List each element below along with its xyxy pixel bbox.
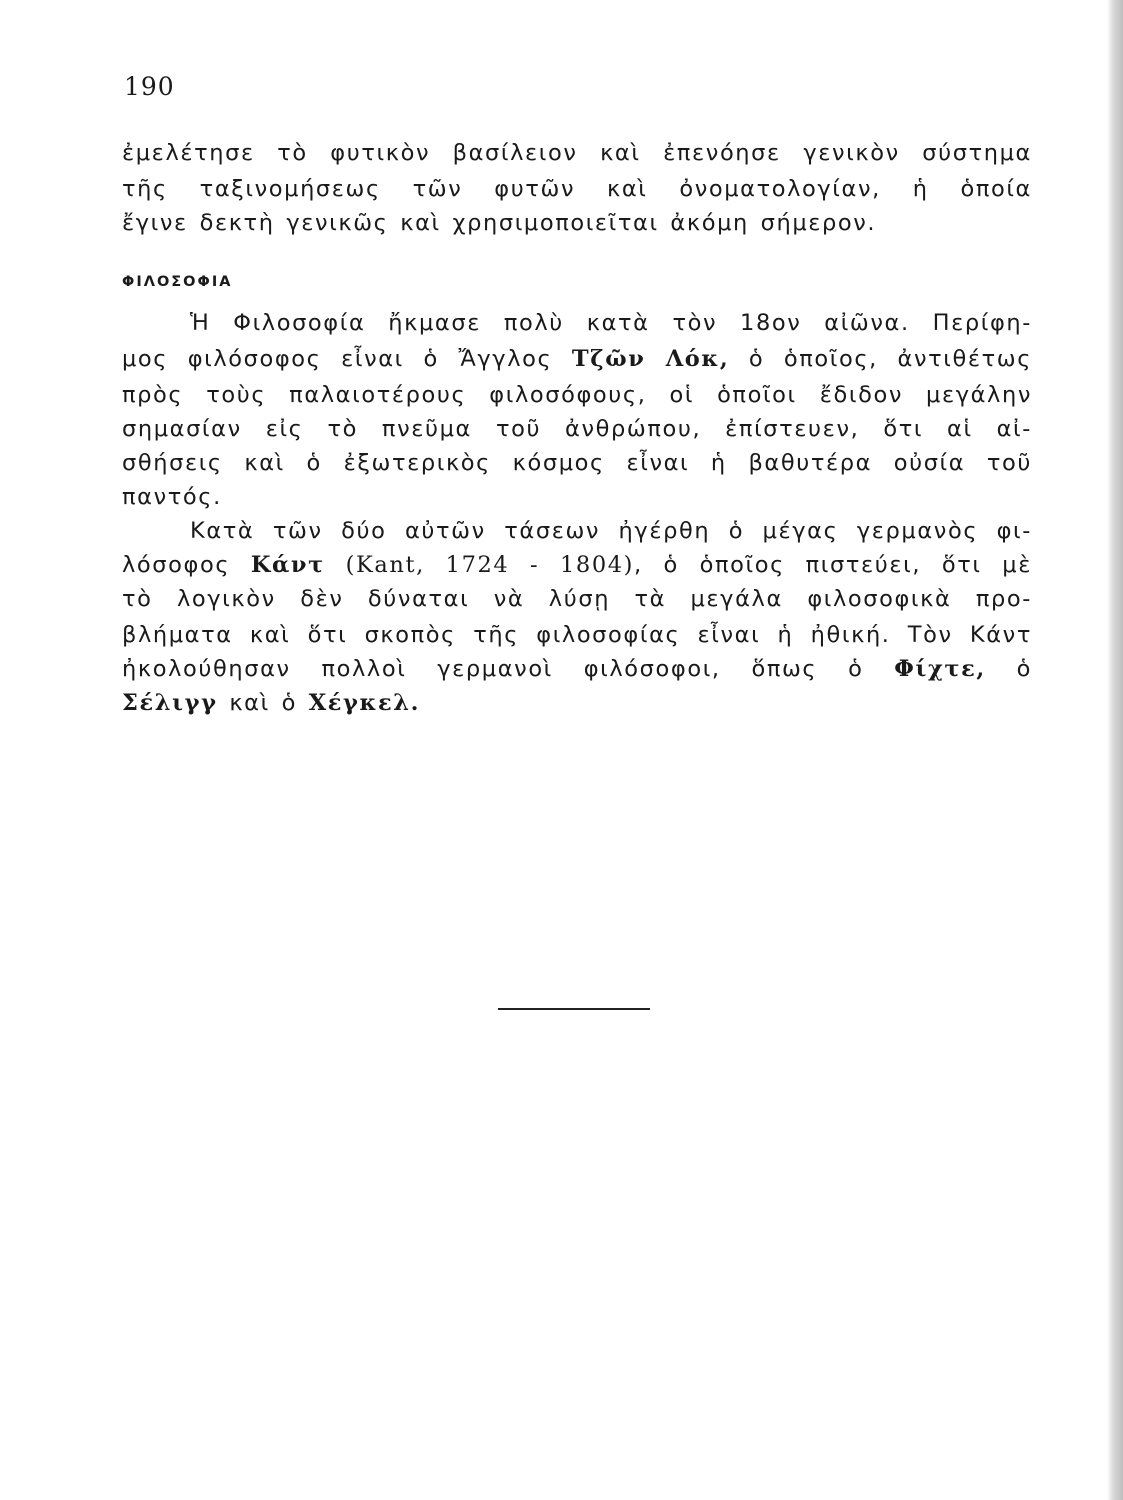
page-number: 190 — [124, 72, 175, 101]
p2-line-2 — [122, 548, 1032, 582]
p1-line-6: παντός. — [122, 484, 222, 510]
intro-line-1: ἐμελέτησε τὸ φυτικὸν βασίλειον καὶ ἐπενόησε γενικὸν σύστημα — [122, 140, 1032, 166]
p1-line-1: Ἡ Φιλοσοφία ἤκμασε πολὺ κατὰ τὸν 18ον αἰῶνα. Περίφη- — [190, 310, 1032, 336]
p2-line-5-text-b: ὁ — [985, 656, 1033, 682]
p2-line-6-text-mid: καὶ ὁ — [217, 690, 309, 716]
p2-line-3: τὸ λογικὸν δὲν δύναται νὰ λύσῃ τὰ μεγάλα φιλοσοφικὰ προ- — [122, 586, 1032, 612]
p1-line-2-text-a: μος φιλόσοφος εἶναι ὁ Ἄγγλος — [122, 346, 572, 372]
p1-line-2-text-b: ὁ ὁποῖος, ἀντιθέτως — [729, 346, 1033, 372]
page-edge-shadow — [1107, 0, 1123, 1500]
name-hegel: Χέγκελ. — [308, 690, 421, 716]
name-fichte: Φίχτε, — [894, 656, 986, 682]
intro-line-2: τῆς ταξινομήσεως τῶν φυτῶν καὶ ὀνοματολογίαν, ἡ ὁποία — [122, 176, 1032, 202]
p2-line-2-text-a: λόσοφος — [122, 552, 251, 578]
name-schelling: Σέλιγγ — [122, 690, 218, 716]
p1-line-5: σθήσεις καὶ ὁ ἐξωτερικὸς κόσμος εἶναι ἡ βαθυτέρα οὐσία τοῦ — [122, 450, 1032, 476]
section-divider-rule — [498, 1008, 650, 1010]
p2-line-5 — [122, 652, 1032, 686]
name-kant: Κάντ — [250, 552, 325, 578]
intro-line-3: ἔγινε δεκτὴ γενικῶς καὶ χρησιμοποιεῖται ἀκόμη σήμερον. — [122, 210, 877, 236]
p2-line-2-text-b: , ὁ ὁποῖος πιστεύει, ὅτι μὲ — [634, 552, 1032, 578]
p2-line-4: βλήματα καὶ ὅτι σκοπὸς τῆς φιλοσοφίας εἶναι ἡ ἠθική. Τὸν Κάντ — [122, 622, 1032, 648]
p1-line-4: σημασίαν εἰς τὸ πνεῦμα τοῦ ἀνθρώπου, ἐπίστευεν, ὅτι αἱ αἰ- — [122, 416, 1032, 442]
p2-line-1: Κατὰ τῶν δύο αὐτῶν τάσεων ἠγέρθη ὁ μέγας γερμανὸς φι- — [190, 518, 1032, 544]
p2-line-6 — [122, 686, 1032, 720]
kant-dates: (Kant, 1724 - 1804) — [324, 552, 635, 578]
p1-line-3: πρὸς τοὺς παλαιοτέρους φιλοσόφους, οἱ ὁποῖοι ἔδιδον μεγάλην — [122, 382, 1032, 408]
section-heading: ΦΙΛΟΣΟΦΙΑ — [122, 274, 233, 290]
p1-line-2 — [122, 342, 1032, 376]
name-locke: Τζῶν Λόκ, — [571, 346, 730, 372]
p2-line-5-text-a: ἠκολούθησαν πολλοὶ γερμανοὶ φιλόσοφοι, ὅπως ὁ — [122, 656, 895, 682]
